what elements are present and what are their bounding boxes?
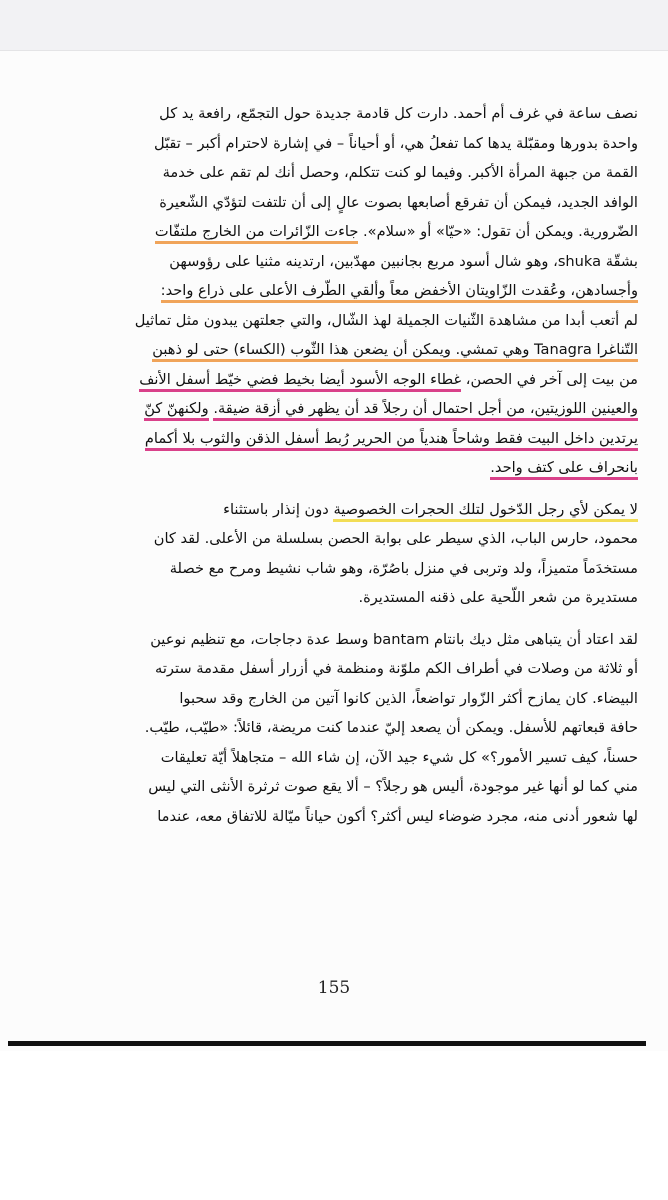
text-line: من بيت إلى آخر في الحصن، غطاء الوجه الأسود أيضا بخيط فضي خيّط أسفل الأنف — [40, 365, 638, 395]
text-line — [40, 394, 638, 424]
text-line: القمة من جبهة المرأة الأكبر. وفيما لو كنت تتكلم، وحصل أنك لم تقم على خدمة — [162, 164, 638, 181]
highlight-pink: والعينين اللوزيتين، من أجل احتمال أن رجلاً قد أن يظهر في أزقة ضيقة. — [213, 400, 638, 421]
text-line: لقد اعتاد أن يتباهى مثل ديك بانتام bantam وسط عدة دجاجات، مع تنظيم نوعين — [150, 630, 638, 648]
text-line: مستديرة من شعر اللّحية على ذقنه المستديرة. — [358, 589, 638, 606]
text-line: بشقّة shuka، وهو شال أسود مربع بجانبين مهدّبين، ارتدينه مثنيا على رؤوسهن — [169, 252, 638, 270]
page-bottom-rule — [8, 1041, 646, 1046]
text-line: مستخدَماً متميزاً، ولد وتربى في منزل باصُرّة، وهو شاب نشيط ومرح مع خصلة — [169, 559, 638, 577]
page-body-text — [40, 99, 638, 843]
highlight-yellow: لا يمكن لأي رجل الدّخول لتلك الحجرات الخصوصية — [333, 501, 638, 522]
paragraph-1 — [40, 99, 638, 483]
text-line: حافة قبعاتهم للأسفل. ويمكن أن يصعد إليّ عندما كنت مريضة، قائلاً: «طيّب، طيّب. — [144, 719, 638, 736]
highlight-pink: ولكنهنّ كنّ — [144, 400, 209, 421]
paragraph-2 — [40, 495, 638, 613]
highlight-pink: يرتدين داخل البيت فقط وشاحاً هندياً من الحرير رُبط أسفل الذقن والثوب بلا أكمام — [145, 430, 638, 451]
text-line — [40, 276, 638, 306]
text-line — [40, 424, 638, 454]
page-number: 155 — [317, 978, 351, 998]
highlight-orange: التّناغرا Tanagra وهي تمشي. ويمكن أن يضعن هذا الثّوب (الكساء) حتى لو ذهبن — [152, 341, 638, 362]
highlight-pink: غطاء الوجه الأسود أيضا بخيط فضي خيّط أسفل الأنف — [139, 371, 461, 392]
text-line: أو ثلاثة من وصلات في أطراف الكم ملوّنة ومنظمة في أزرار أسفل مقدمة سترته — [155, 660, 638, 677]
text-line: الوافد الجديد، فيمكن أن تفرقع أصابعها بصوت عالٍ إلى أن تلتفت لتؤدّي الشّعيرة — [159, 193, 638, 211]
text-line: الضّرورية. ويمكن أن تقول: «حيّا» أو «سلام». جاءت الزّائرات من الخارج ملتفّات — [40, 217, 638, 247]
text-line: لا يمكن لأي رجل الدّخول لتلك الحجرات الخصوصية دون إنذار باستثناء — [40, 495, 638, 525]
text-line: نصف ساعة في غرف أم أحمد. دارت كل قادمة جديدة حول التجمّع، رافعة يد كل — [159, 105, 638, 122]
highlight-pink: بانحراف على كتف واحد. — [490, 459, 638, 480]
paragraph-3 — [40, 625, 638, 832]
text-line: مني كما لو أنها غير موجودة، أليس هو رجلاً؟ – ألا يقع صوت ثرثرة الأنثى التي ليس — [148, 778, 638, 795]
text-line: البيضاء. كان يمازح أكثر الزّوار تواضعاً، الذين كانوا آتين من الخارج وقد سحبوا — [179, 689, 638, 707]
highlight-orange: وأجسادهن، وعُقدت الزّاويتان الأخفض معاً وألقي الطّرف الأعلى على ذراع واحد: — [161, 282, 638, 303]
text-line: لها شعور أدنى منه، مجرد ضوضاء ليس أكثر؟ أكون حياناً ميّالة للاتفاق معه، عندما — [157, 807, 638, 825]
text-line: حسناً، كيف تسير الأمور؟» كل شيء جيد الآن، إن شاء الله – متجاهلاً أيّة تعليقات — [160, 748, 638, 766]
text-line: لم أتعب أبدا من مشاهدة الثّنيات الجميلة لهذ الشّال، والتي جعلتهن يبدون مثل تماثيل — [134, 311, 638, 329]
text-line — [40, 453, 638, 483]
highlight-orange: جاءت الزّائرات من الخارج ملتفّات — [155, 223, 359, 244]
book-page — [0, 51, 668, 1051]
text-line: محمود، حارس الباب، الذي سيطر على بوابة الحصن بسلسلة من الأعلى. لقد كان — [153, 530, 638, 547]
text-line — [40, 335, 638, 365]
viewer-top-bar — [0, 0, 668, 51]
text-line: واحدة بدورها ومقبّلة يدها كما تفعلُ هي، أو أحياناً – في إشارة لاحترام أكبر – تقبّل — [153, 134, 638, 152]
